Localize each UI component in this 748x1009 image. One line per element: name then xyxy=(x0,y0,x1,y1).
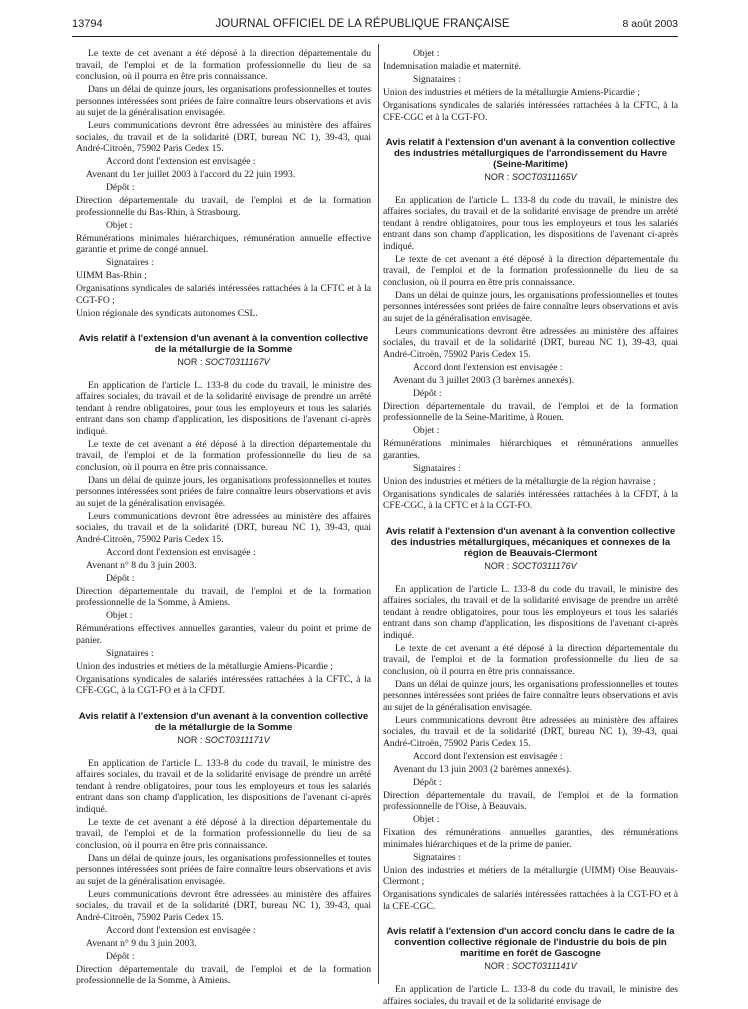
objet-text: Rémunérations minimales hiérarchiques, rémunération annuelle effective garantie et prime de congé annuel. xyxy=(76,232,371,255)
avenant-line: Avenant du 13 juin 2003 (2 barèmes annexés). xyxy=(393,763,572,775)
nor-code: SOCT0311141V xyxy=(511,961,577,972)
nor-code: SOCT0311165V xyxy=(511,172,577,183)
objet-text: Fixation des rémunérations annuelles garanties, des rémunérations minimales hiérarchiques et de la prime de panier. xyxy=(383,827,678,850)
accord-label: Accord dont l'extension est envisagée : xyxy=(106,924,256,936)
signataire-item: Union des industries et métiers de la métallurgie Amiens-Picardie ; xyxy=(76,660,333,672)
signataire-item: UIMM Bas-Rhin ; xyxy=(76,270,147,281)
depot-text: Direction départementale du travail, de l'emploi et de la formation professionnelle de la Somme, à Amiens. xyxy=(76,585,371,609)
nor-reference xyxy=(383,172,678,183)
notice-title: Avis relatif à l'extension d'un avenant à la convention collective des industries métallurgiques, mécaniques et connexes de la région de Beauvais-Clermont xyxy=(385,525,676,559)
objet-label: Objet : xyxy=(106,219,133,231)
nor-label: NOR : xyxy=(484,560,510,571)
paragraph: Leurs communications devront être adressées au ministère des affaires sociales, du travail et de la solidarité (DRT, bureau NC 1), 39-43, quai André-Citroën, 75902 Paris Cedex 15. xyxy=(76,120,371,154)
depot-text: Direction départementale du travail, de l'emploi et de la formation professionnelle de l'Oise, à Beauvais. xyxy=(383,789,678,813)
notice-title: Avis relatif à l'extension d'un avenant à la convention collective de la métallurgie de la Somme xyxy=(78,710,369,733)
avenant-line: Avenant n° 9 du 3 juin 2003. xyxy=(86,937,197,949)
depot-label: Dépôt : xyxy=(106,950,135,962)
accord-label: Accord dont l'extension est envisagée : xyxy=(413,750,563,762)
page-number: 13794 xyxy=(72,18,103,30)
depot-text: Direction départementale du travail, de l'emploi et de la formation professionnelle de la Somme, à Amiens. xyxy=(76,963,371,987)
left-column xyxy=(76,48,371,988)
paragraph: Dans un délai de quinze jours, les organisations professionnelles et toutes personnes intéressées sont priées de faire connaître leurs observations et avis au sujet de la généralisation envisagée. xyxy=(76,474,371,509)
objet-text: Rémunérations effectives annuelles garanties, valeur du point et prime de panier. xyxy=(76,623,371,646)
nor-reference xyxy=(76,357,371,368)
signataire-item: Organisations syndicales de salariés intéressées rattachées à la CFTC et à la CGT-FO ; xyxy=(76,283,371,306)
depot-label: Dépôt : xyxy=(106,182,135,193)
nor-reference xyxy=(383,561,678,572)
journal-title: JOURNAL OFFICIEL DE LA RÉPUBLIQUE FRANÇAISE xyxy=(215,18,510,30)
paragraph: En application de l'article L. 133-8 du code du travail, le ministre des affaires sociales, du travail et de la solidarité envisage de prendre un arrêté tendant à rendre obligatoires, pour tous les employeurs et tous les salariés entrant dans son champ d'application, les dispositions de l'avenant ci-après indiqué. xyxy=(76,379,371,437)
paragraph: Dans un délai de quinze jours, les organisations professionnelles et toutes personnes intéressées sont priées de faire connaître leurs observations et avis au sujet de la généralisation envisagée. xyxy=(383,678,678,713)
nor-label: NOR : xyxy=(177,357,203,368)
avenant-line: Avenant du 3 juillet 2003 (3 barèmes annexés). xyxy=(393,374,574,386)
notice-title: Avis relatif à l'extension d'un accord conclu dans le cadre de la convention collective régionale de l'industrie du bois de pin maritime en forêt de Gascogne xyxy=(386,926,675,960)
notice-title: Avis relatif à l'extension d'un avenant à la convention collective de la métallurgie de la Somme xyxy=(78,333,369,356)
avenant-line: Avenant du 1er juillet 2003 à l'accord du 22 juin 1993. xyxy=(86,169,296,180)
paragraph: Leurs communications devront être adressées au ministère des affaires sociales, du travail et de la solidarité (DRT, bureau NC 1), 39-43, quai André-Citroën, 75902 Paris Cedex 15. xyxy=(76,888,371,923)
objet-text: Rémunérations minimales hiérarchiques et rémunérations annuelles garanties. xyxy=(383,438,678,461)
right-column xyxy=(383,48,678,1009)
paragraph: Dans un délai de quinze jours, les organisations professionnelles et toutes personnes intéressées sont priées de faire connaître leurs observations et avis au sujet de la généralisation envisagée. xyxy=(76,84,371,118)
signataire-item: Organisations syndicales de salariés intéressées rattachées à la CGT-FO et à la CFE-CGC. xyxy=(383,889,678,912)
paragraph: Leurs communications devront être adressées au ministère des affaires sociales, du travail et de la solidarité (DRT, bureau NC 1), 39-43, quai André-Citroën, 75902 Paris Cedex 15. xyxy=(76,510,371,545)
objet-text: Indemnisation maladie et maternité. xyxy=(383,61,521,72)
avenant-line: Avenant n° 8 du 3 juin 2003. xyxy=(86,559,197,571)
paragraph: Leurs communications devront être adressées au ministère des affaires sociales, du travail et de la solidarité (DRT, bureau NC 1), 39-43, quai André-Citroën, 75902 Paris Cedex 15. xyxy=(383,714,678,749)
header-rule xyxy=(72,36,678,37)
paragraph: En application de l'article L. 133-8 du code du travail, le ministre des affaires sociales, du travail et de la solidarité envisage de prendre un arrêté tendant à rendre obligatoires, pour tous les employeurs et tous les salariés entrant dans son champ d'application, les dispositions de l'avenant ci-après indiqué. xyxy=(383,583,678,641)
paragraph: En application de l'article L. 133-8 du code du travail, le ministre des affaires sociales, du travail et de la solidarité envisage de prendre un arrêté tendant à rendre obligatoires, pour tous les employeurs et tous les salariés entrant dans son champ d'application, les dispositions de l'avenant ci-après indiqué. xyxy=(383,194,678,252)
nor-reference xyxy=(383,961,678,972)
depot-label: Dépôt : xyxy=(106,572,135,584)
paragraph: En application de l'article L. 133-8 du code du travail, le ministre des affaires sociales, du travail et de la solidarité envisage de xyxy=(383,984,678,1007)
paragraph: Le texte de cet avenant a été déposé à la direction départementale du travail, de l'emploi et de la formation professionnelle du lieu de sa conclusion, où il pourra en être pris connaissance. xyxy=(76,816,371,851)
paragraph: Leurs communications devront être adressées au ministère des affaires sociales, du travail et de la solidarité (DRT, bureau NC 1), 39-43, quai André-Citroën, 75902 Paris Cedex 15. xyxy=(383,325,678,360)
paragraph: Le texte de cet avenant a été déposé à la direction départementale du travail, de l'emploi et de la formation professionnelle du lieu de sa conclusion, où il pourra en être pris connaissance. xyxy=(76,438,371,473)
signataire-item: Union des industries et métiers de la métallurgie (UIMM) Oise Beauvais-Clermont ; xyxy=(383,864,678,888)
signataires-label: Signataires : xyxy=(106,257,154,268)
signataires-label: Signataires : xyxy=(413,74,461,85)
objet-label: Objet : xyxy=(413,814,440,826)
depot-label: Dépôt : xyxy=(413,387,442,399)
signataire-item: Organisations syndicales de salariés intéressées rattachées à la CFDT, à la CFE-CGC, à la CFTC et à la CGT-FO. xyxy=(383,488,678,512)
paragraph: Le texte de cet avenant a été déposé à la direction départementale du travail, de l'emploi et de la formation professionnelle du lieu de sa conclusion, où il pourra en être pris connaissance. xyxy=(383,253,678,288)
signataires-label: Signataires : xyxy=(413,462,461,474)
depot-text: Direction départementale du travail, de l'emploi et de la formation professionnelle de la Seine-Maritime, à Rouen. xyxy=(383,400,678,424)
paragraph: Dans un délai de quinze jours, les organisations professionnelles et toutes personnes intéressées sont priées de faire connaître leurs observations et avis au sujet de la généralisation envisagée. xyxy=(383,289,678,324)
paragraph: Dans un délai de quinze jours, les organisations professionnelles et toutes personnes intéressées sont priées de faire connaître leurs observations et avis au sujet de la généralisation envisagée. xyxy=(76,852,371,887)
signataire-item: Union des industries et métiers de la métallurgie Amiens-Picardie ; xyxy=(383,87,640,98)
paragraph: Le texte de cet avenant a été déposé à la direction départementale du travail, de l'emploi et de la formation professionnelle du lieu de sa conclusion, où il pourra en être pris connaissance. xyxy=(383,642,678,677)
nor-label: NOR : xyxy=(484,961,510,972)
depot-text: Direction départementale du travail, de l'emploi et de la formation professionnelle du Bas-Rhin, à Strasbourg. xyxy=(76,195,371,218)
nor-label: NOR : xyxy=(484,172,510,183)
page-header xyxy=(72,18,678,30)
issue-date: 8 août 2003 xyxy=(622,18,678,30)
paragraph: En application de l'article L. 133-8 du code du travail, le ministre des affaires sociales, du travail et de la solidarité envisage de prendre un arrêté tendant à rendre obligatoires, pour tous les employeurs et tous les salariés entrant dans son champ d'application, les dispositions de l'avenant ci-après indiqué. xyxy=(76,757,371,815)
nor-reference xyxy=(76,735,371,746)
accord-label: Accord dont l'extension est envisagée : xyxy=(413,361,563,373)
notice-title: Avis relatif à l'extension d'un avenant à la convention collective des industries métallurgiques de l'arrondissement du Havre (Seine-Maritime) xyxy=(385,137,676,171)
signataire-item: Union des industries et métiers de la métallurgie de la région havraise ; xyxy=(383,475,656,487)
depot-label: Dépôt : xyxy=(413,776,442,788)
signataire-item: Organisations syndicales de salariés intéressées rattachées à la CFTC, à la CFE-CGC, à la CGT-FO et à la CFDT. xyxy=(76,673,371,697)
signataires-label: Signataires : xyxy=(106,647,154,659)
signataires-label: Signataires : xyxy=(413,851,461,863)
signataire-item: Union régionale des syndicats autonomes CSL. xyxy=(76,307,258,319)
nor-code: SOCT0311171V xyxy=(204,734,270,745)
column-divider xyxy=(378,44,379,984)
accord-label: Accord dont l'extension est envisagée : xyxy=(106,156,256,167)
accord-label: Accord dont l'extension est envisagée : xyxy=(106,546,256,558)
objet-label: Objet : xyxy=(413,425,440,437)
nor-code: SOCT0311176V xyxy=(511,560,577,571)
nor-code: SOCT0311167V xyxy=(204,357,270,368)
objet-label: Objet : xyxy=(106,610,133,622)
objet-label: Objet : xyxy=(413,48,440,59)
signataire-item: Organisations syndicales de salariés intéressées rattachées à la CFTC, à la CFE-CGC et à la CGT-FO. xyxy=(383,100,678,123)
nor-label: NOR : xyxy=(177,734,203,745)
paragraph: Le texte de cet avenant a été déposé à la direction départementale du travail, de l'emploi et de la formation professionnelle du lieu de sa conclusion, où il pourra en être pris connaissance. xyxy=(76,48,371,82)
